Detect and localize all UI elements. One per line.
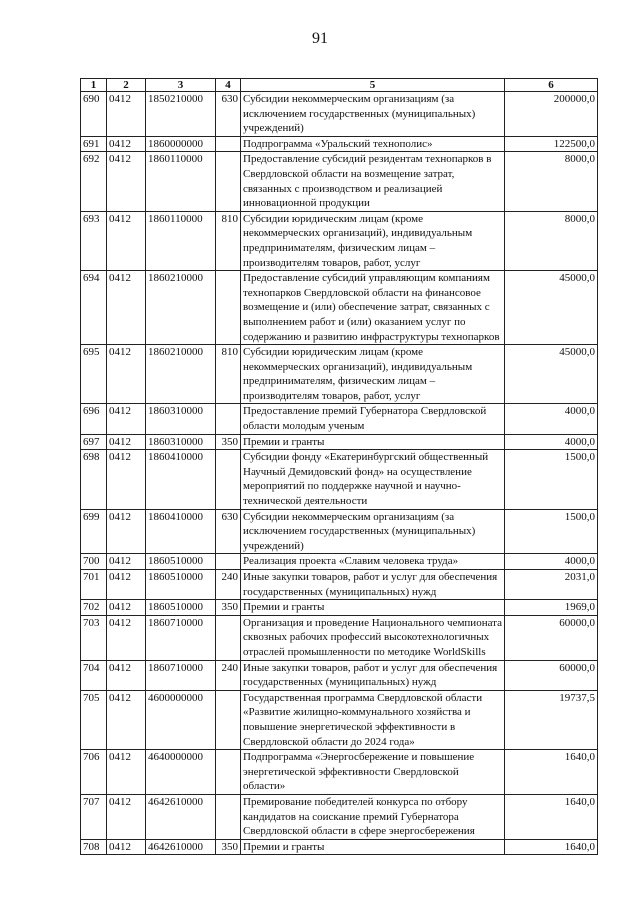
expense-type-code bbox=[216, 554, 241, 570]
table-row bbox=[81, 690, 598, 749]
expense-type-code bbox=[216, 450, 241, 509]
target-article-code: 1860110000 bbox=[146, 211, 216, 270]
target-article-code: 4642610000 bbox=[146, 839, 216, 855]
amount: 19737,5 bbox=[505, 690, 598, 749]
section-code: 0412 bbox=[107, 570, 146, 600]
expense-type-code bbox=[216, 794, 241, 839]
expense-type-code: 630 bbox=[216, 92, 241, 137]
table-row bbox=[81, 434, 598, 450]
row-number: 708 bbox=[81, 839, 107, 855]
column-header: 5 bbox=[241, 79, 505, 92]
expense-type-code bbox=[216, 750, 241, 795]
expense-type-code: 240 bbox=[216, 660, 241, 690]
amount: 1640,0 bbox=[505, 794, 598, 839]
target-article-code: 4642610000 bbox=[146, 794, 216, 839]
item-name: Субсидии фонду «Екатеринбургский общественный Научный Демидовский фонд» на осуществление мероприятий по поддержке научной и научно-технической деятельности bbox=[241, 450, 505, 509]
item-name: Реализация проекта «Славим человека труда» bbox=[241, 554, 505, 570]
row-number: 694 bbox=[81, 271, 107, 345]
amount: 200000,0 bbox=[505, 92, 598, 137]
row-number: 691 bbox=[81, 136, 107, 152]
section-code: 0412 bbox=[107, 690, 146, 749]
item-name: Подпрограмма «Энергосбережение и повышение энергетической эффективности Свердловской области» bbox=[241, 750, 505, 795]
page-number: 91 bbox=[312, 30, 328, 47]
table-row bbox=[81, 211, 598, 270]
row-number: 704 bbox=[81, 660, 107, 690]
target-article-code: 1860210000 bbox=[146, 345, 216, 404]
table-row bbox=[81, 839, 598, 855]
row-number: 697 bbox=[81, 434, 107, 450]
item-name: Субсидии некоммерческим организациям (за исключением государственных (муниципальных) учреждений) bbox=[241, 509, 505, 554]
table-row bbox=[81, 570, 598, 600]
amount: 2031,0 bbox=[505, 570, 598, 600]
target-article-code: 1860310000 bbox=[146, 434, 216, 450]
row-number: 702 bbox=[81, 600, 107, 616]
section-code: 0412 bbox=[107, 152, 146, 211]
target-article-code: 1860510000 bbox=[146, 554, 216, 570]
section-code: 0412 bbox=[107, 92, 146, 137]
amount: 45000,0 bbox=[505, 271, 598, 345]
section-code: 0412 bbox=[107, 554, 146, 570]
table-row bbox=[81, 615, 598, 660]
section-code: 0412 bbox=[107, 660, 146, 690]
amount: 8000,0 bbox=[505, 152, 598, 211]
item-name: Субсидии некоммерческим организациям (за исключением государственных (муниципальных) учреждений) bbox=[241, 92, 505, 137]
amount: 60000,0 bbox=[505, 615, 598, 660]
row-number: 707 bbox=[81, 794, 107, 839]
target-article-code: 4640000000 bbox=[146, 750, 216, 795]
table-row bbox=[81, 509, 598, 554]
row-number: 693 bbox=[81, 211, 107, 270]
table-row bbox=[81, 92, 598, 137]
row-number: 705 bbox=[81, 690, 107, 749]
item-name: Государственная программа Свердловской области «Развитие жилищно-коммунального хозяйства и повышение энергетической эффективности в Свердловской области до 2024 года» bbox=[241, 690, 505, 749]
section-code: 0412 bbox=[107, 839, 146, 855]
row-number: 695 bbox=[81, 345, 107, 404]
amount: 1640,0 bbox=[505, 750, 598, 795]
section-code: 0412 bbox=[107, 434, 146, 450]
amount: 4000,0 bbox=[505, 554, 598, 570]
target-article-code: 4600000000 bbox=[146, 690, 216, 749]
section-code: 0412 bbox=[107, 136, 146, 152]
item-name: Предоставление субсидий резидентам технопарков в Свердловской области на возмещение затрат, связанных с производством и реализацией инновационной продукции bbox=[241, 152, 505, 211]
row-number: 692 bbox=[81, 152, 107, 211]
expense-type-code bbox=[216, 152, 241, 211]
target-article-code: 1860110000 bbox=[146, 152, 216, 211]
amount: 60000,0 bbox=[505, 660, 598, 690]
amount: 4000,0 bbox=[505, 434, 598, 450]
table-row bbox=[81, 404, 598, 434]
expense-type-code: 350 bbox=[216, 600, 241, 616]
target-article-code: 1860710000 bbox=[146, 615, 216, 660]
expense-type-code: 810 bbox=[216, 211, 241, 270]
expense-type-code: 350 bbox=[216, 434, 241, 450]
section-code: 0412 bbox=[107, 211, 146, 270]
expense-type-code bbox=[216, 271, 241, 345]
amount: 122500,0 bbox=[505, 136, 598, 152]
table-row bbox=[81, 136, 598, 152]
item-name: Предоставление субсидий управляющим компаниям технопарков Свердловской области на финансовое возмещение и (или) обеспечение затрат, связанных с выполнением работ и (или) оказанием услуг по содержанию и развитию инфраструктуры технопарков bbox=[241, 271, 505, 345]
table-row bbox=[81, 152, 598, 211]
table-row bbox=[81, 271, 598, 345]
section-code: 0412 bbox=[107, 271, 146, 345]
expense-type-code bbox=[216, 136, 241, 152]
amount: 1969,0 bbox=[505, 600, 598, 616]
item-name: Иные закупки товаров, работ и услуг для обеспечения государственных (муниципальных) нужд bbox=[241, 660, 505, 690]
table-row bbox=[81, 660, 598, 690]
target-article-code: 1860000000 bbox=[146, 136, 216, 152]
amount: 1500,0 bbox=[505, 509, 598, 554]
expense-type-code: 350 bbox=[216, 839, 241, 855]
amount: 1500,0 bbox=[505, 450, 598, 509]
item-name: Субсидии юридическим лицам (кроме некоммерческих организаций), индивидуальным предпринимателям, физическим лицам – производителям товаров, работ, услуг bbox=[241, 211, 505, 270]
item-name: Премии и гранты bbox=[241, 839, 505, 855]
amount: 8000,0 bbox=[505, 211, 598, 270]
item-name: Премии и гранты bbox=[241, 600, 505, 616]
table-row bbox=[81, 750, 598, 795]
table-row bbox=[81, 600, 598, 616]
item-name: Субсидии юридическим лицам (кроме некоммерческих организаций), индивидуальным предпринимателям, физическим лицам – производителям товаров, работ, услуг bbox=[241, 345, 505, 404]
row-number: 699 bbox=[81, 509, 107, 554]
row-number: 706 bbox=[81, 750, 107, 795]
column-header: 4 bbox=[216, 79, 241, 92]
target-article-code: 1860510000 bbox=[146, 600, 216, 616]
row-number: 701 bbox=[81, 570, 107, 600]
table-body bbox=[81, 92, 598, 855]
item-name: Подпрограмма «Уральский технополис» bbox=[241, 136, 505, 152]
expense-type-code bbox=[216, 690, 241, 749]
table-header-row bbox=[81, 79, 598, 92]
table-row bbox=[81, 554, 598, 570]
expense-type-code: 240 bbox=[216, 570, 241, 600]
amount: 1640,0 bbox=[505, 839, 598, 855]
table-row bbox=[81, 794, 598, 839]
item-name: Организация и проведение Национального чемпионата сквозных рабочих профессий высокотехнологичных отраслей промышленности по методике WorldSkills bbox=[241, 615, 505, 660]
expense-type-code: 630 bbox=[216, 509, 241, 554]
section-code: 0412 bbox=[107, 600, 146, 616]
target-article-code: 1860210000 bbox=[146, 271, 216, 345]
section-code: 0412 bbox=[107, 404, 146, 434]
row-number: 700 bbox=[81, 554, 107, 570]
section-code: 0412 bbox=[107, 509, 146, 554]
target-article-code: 1860710000 bbox=[146, 660, 216, 690]
target-article-code: 1860310000 bbox=[146, 404, 216, 434]
table-row bbox=[81, 345, 598, 404]
section-code: 0412 bbox=[107, 345, 146, 404]
target-article-code: 1850210000 bbox=[146, 92, 216, 137]
row-number: 703 bbox=[81, 615, 107, 660]
item-name: Иные закупки товаров, работ и услуг для обеспечения государственных (муниципальных) нужд bbox=[241, 570, 505, 600]
item-name: Предоставление премий Губернатора Свердловской области молодым ученым bbox=[241, 404, 505, 434]
table-row bbox=[81, 450, 598, 509]
target-article-code: 1860510000 bbox=[146, 570, 216, 600]
amount: 4000,0 bbox=[505, 404, 598, 434]
column-header: 6 bbox=[505, 79, 598, 92]
row-number: 690 bbox=[81, 92, 107, 137]
section-code: 0412 bbox=[107, 750, 146, 795]
column-header: 3 bbox=[146, 79, 216, 92]
item-name: Премирование победителей конкурса по отбору кандидатов на соискание премий Губернатора Свердловской области в сфере энергосбережения bbox=[241, 794, 505, 839]
expense-type-code bbox=[216, 404, 241, 434]
target-article-code: 1860410000 bbox=[146, 450, 216, 509]
section-code: 0412 bbox=[107, 794, 146, 839]
target-article-code: 1860410000 bbox=[146, 509, 216, 554]
row-number: 698 bbox=[81, 450, 107, 509]
budget-table bbox=[80, 78, 598, 855]
column-header: 1 bbox=[81, 79, 107, 92]
item-name: Премии и гранты bbox=[241, 434, 505, 450]
expense-type-code bbox=[216, 615, 241, 660]
amount: 45000,0 bbox=[505, 345, 598, 404]
expense-type-code: 810 bbox=[216, 345, 241, 404]
section-code: 0412 bbox=[107, 615, 146, 660]
row-number: 696 bbox=[81, 404, 107, 434]
column-header: 2 bbox=[107, 79, 146, 92]
section-code: 0412 bbox=[107, 450, 146, 509]
